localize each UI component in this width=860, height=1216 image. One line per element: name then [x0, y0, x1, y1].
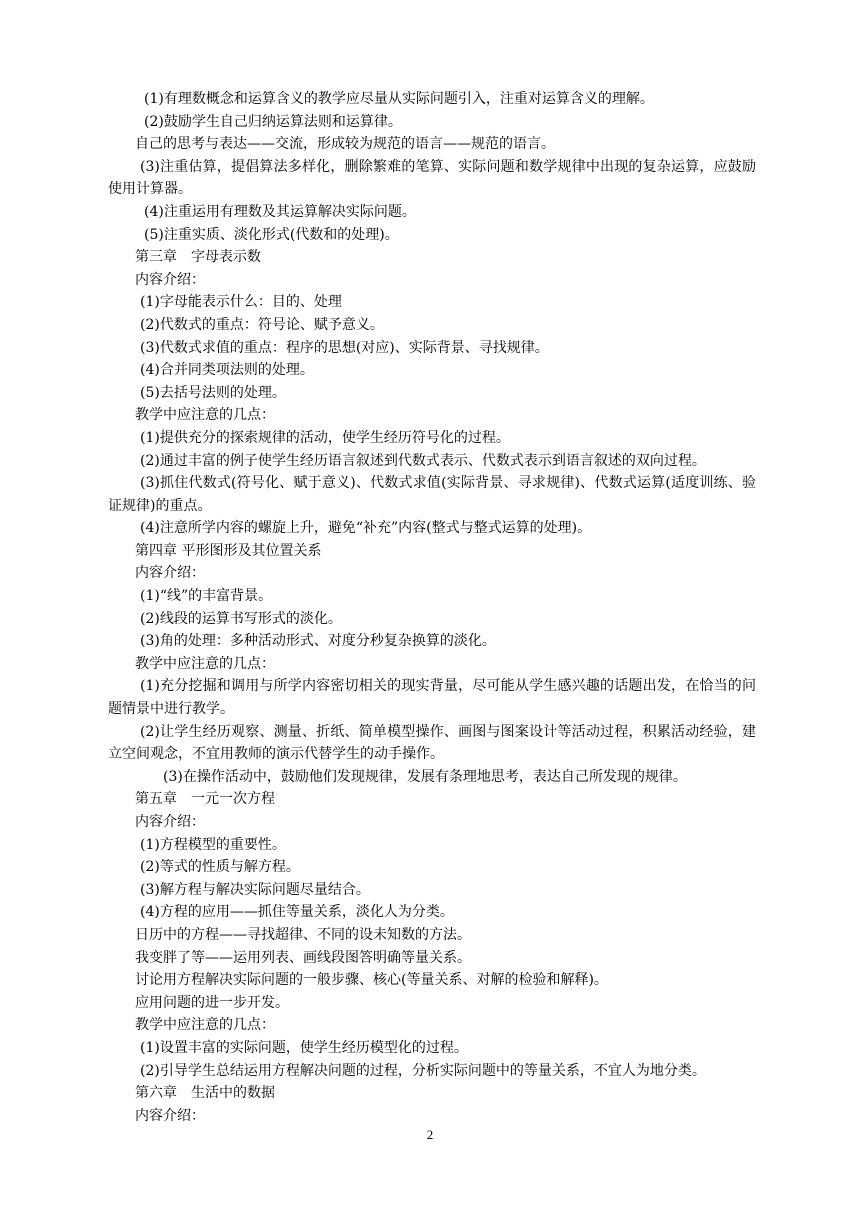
list-item: (3)代数式求值的重点：程序的思想(对应)、实际背景、寻找规律。 [140, 339, 549, 356]
list-item: (4)方程的应用——抓住等量关系，淡化人为分类。 [140, 904, 454, 921]
paragraph: (5)注重实质、淡化形式(代数和的处理)。 [144, 226, 399, 243]
paragraph: 日历中的方程——寻找超律、不同的设未知数的方法。 [135, 926, 471, 943]
paragraph: 讨论用方程解决实际问题的一般步骤、核心(等量关系、对解的检验和解释)。 [135, 972, 608, 989]
list-item: (2)代数式的重点：符号论、赋予意义。 [140, 316, 384, 333]
section-label: 教学中应注意的几点： [135, 655, 275, 672]
list-item: (3)解方程与解决实际问题尽量结合。 [140, 881, 370, 898]
list-item: (1)提供充分的探索规律的活动，使学生经历符号化的过程。 [140, 429, 510, 446]
list-item: (3)抓住代数式(符号化、赋于意义)、代数式求值(实际背景、寻求规律)、代数式运算(适度训练、验证规律)的重点。 [108, 475, 756, 514]
list-item: (2)让学生经历观察、测量、折纸、简单模型操作、画图与图案设计等活动过程，积累活动经验，建立空间观念，不宜用教师的演示代替学生的动手操作。 [108, 723, 756, 763]
chapter-heading: 第四章 平形图形及其位置关系 [135, 542, 322, 559]
list-item: (3)角的处理：多种活动形式、对度分秒复杂换算的淡化。 [140, 633, 496, 650]
paragraph: 应用问题的进一步开发。 [135, 994, 289, 1011]
paragraph: (2)鼓励学生自己归纳运算法则和运算律。 [144, 113, 402, 130]
chapter-heading: 第六章 生活中的数据 [135, 1085, 275, 1102]
document-body [108, 88, 756, 1127]
section-label: 内容介绍： [135, 1107, 205, 1124]
list-item: (1)方程模型的重要性。 [140, 836, 286, 853]
section-label: 内容介绍： [135, 565, 205, 582]
paragraph: (4)注重运用有理数及其运算解决实际问题。 [144, 203, 416, 220]
list-item: (1)充分挖掘和调用与所学内容密切相关的现实背量，尽可能从学生感兴趣的话题出发，在恰当的问题情景中进行教学。 [108, 678, 756, 718]
list-item: (2)通过丰富的例子使学生经历语言叙述到代数式表示、代数式表示到语言叙述的双向过程。 [140, 452, 706, 469]
section-label: 教学中应注意的几点： [135, 407, 275, 424]
section-label: 内容介绍： [135, 814, 205, 830]
list-item: (2)线段的运算书写形式的淡化。 [140, 610, 342, 627]
list-item: (4)合并同类项法则的处理。 [140, 362, 314, 379]
list-item: (2)引导学生总结运用方程解决问题的过程，分析实际问题中的等量关系，不宜人为地分类。 [140, 1062, 706, 1079]
list-item: (1)“线”的丰富背景。 [140, 588, 273, 605]
list-item: (4)注意所学内容的螺旋上升，避免“补充”内容(整式与整式运算的处理)。 [140, 520, 592, 537]
paragraph: (3)注重估算，提倡算法多样化，删除繁难的笔算、实际问题和数学规律中出现的复杂运算，应鼓励使用计算器。 [108, 158, 756, 198]
chapter-heading: 第三章 字母表示数 [135, 249, 261, 266]
page-number: 2 [426, 1127, 434, 1142]
paragraph: (1)有理数概念和运算含义的教学应尽量从实际问题引入，注重对运算含义的理解。 [144, 91, 654, 107]
list-item: (2)等式的性质与解方程。 [140, 859, 300, 876]
paragraph: 自己的思考与表达——交流，形成较为规范的语言——规范的语言。 [135, 136, 555, 153]
paragraph: 我变胖了等——运用列表、画线段图答明确等量关系。 [135, 949, 471, 966]
section-label: 教学中应注意的几点： [135, 1017, 275, 1034]
list-item: (1)字母能表示什么：目的、处理 [140, 294, 342, 311]
section-label: 内容介绍： [135, 271, 205, 288]
chapter-heading: 第五章 一元一次方程 [135, 791, 275, 808]
list-item: (5)去括号法则的处理。 [140, 384, 286, 401]
list-item: (1)设置丰富的实际问题，使学生经历模型化的过程。 [140, 1039, 468, 1056]
list-item: (3)在操作活动中，鼓励他们发现规律，发展有条理地思考，表达自己所发现的规律。 [163, 768, 687, 785]
